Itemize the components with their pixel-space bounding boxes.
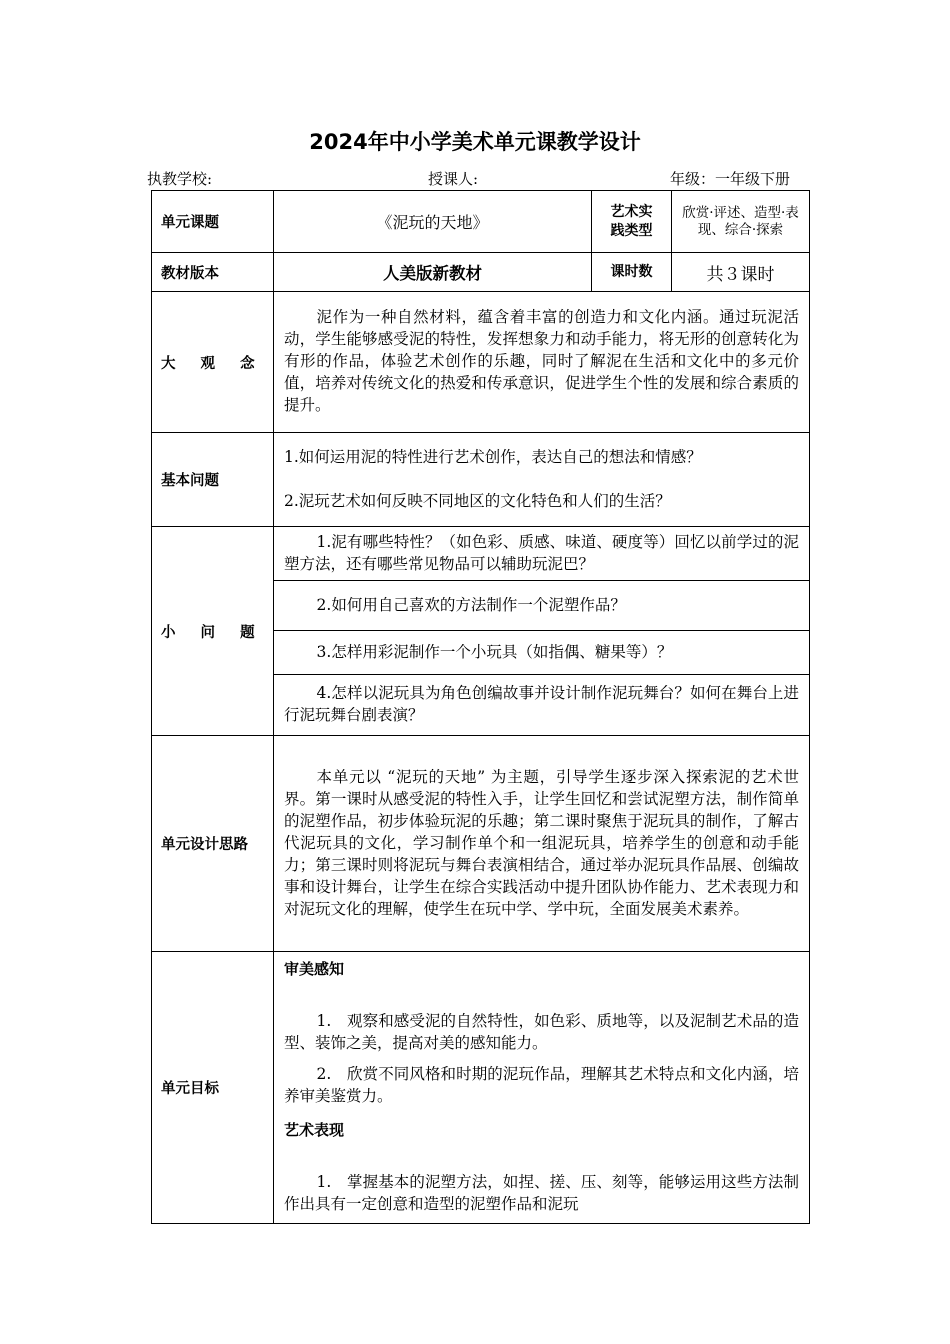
basic-question-item: 2.泥玩艺术如何反映不同地区的文化特色和人们的生活？: [284, 491, 671, 510]
row-small-question-1: [152, 527, 810, 581]
unit-goals-cell: [274, 952, 810, 1224]
goal-section-heading: 艺术表现: [284, 1121, 345, 1139]
unit-topic-value: 《泥玩的天地》: [274, 191, 592, 253]
document-title: 2024年中小学美术单元课教学设计: [309, 130, 641, 154]
unit-goals-label: 单元目标: [152, 952, 274, 1224]
grade-label: 年级：一年级下册: [670, 170, 791, 188]
design-idea-label: 单元设计思路: [152, 736, 274, 952]
row-big-idea: [152, 292, 810, 433]
basic-question-item: 1.如何运用泥的特性进行艺术创作，表达自己的想法和情感？: [284, 447, 702, 466]
small-question-item: 4.怎样以泥玩具为角色创编故事并设计制作泥玩舞台？如何在舞台上进行泥玩舞台剧表演？: [274, 675, 810, 736]
small-question-item: 1.泥有哪些特性？（如色彩、质感、味道、硬度等）回忆以前学过的泥塑方法，还有哪些常见物品可以辅助玩泥巴？: [274, 527, 810, 581]
art-type-value: 欣赏·评述、造型·表现、综合·探索: [672, 191, 810, 253]
row-textbook: [152, 253, 810, 292]
small-question-item: 3.怎样用彩泥制作一个小玩具（如指偶、糖果等）？: [274, 631, 810, 675]
school-label: 执教学校:: [147, 170, 213, 188]
art-type-label: 艺术实践类型: [592, 191, 672, 253]
row-basic-questions: [152, 433, 810, 527]
unit-topic-label: 单元课题: [152, 191, 274, 253]
hours-label: 课时数: [592, 253, 672, 292]
row-design-idea: [152, 736, 810, 952]
hours-value: 共３课时: [672, 253, 810, 292]
row-unit-goals: [152, 952, 810, 1224]
textbook-value: 人美版新教材: [274, 253, 592, 292]
goal-item: 1. 观察和感受泥的自然特性，如色彩、质地等，以及泥制艺术品的造型、装饰之美，提高对美的感知能力。: [284, 1012, 799, 1052]
big-idea-text: 泥作为一种自然材料，蕴含着丰富的创造力和文化内涵。通过玩泥活动，学生能够感受泥的特性，发挥想象力和动手能力，将无形的创意转化为有形的作品，体验艺术创作的乐趣，同时了解泥在生活和文化中的多元价值，培养对传统文化的热爱和传承意识，促进学生个性的发展和综合素质的提升。: [274, 292, 810, 433]
basic-questions-cell: [274, 433, 810, 527]
small-question-item: 2.如何用自己喜欢的方法制作一个泥塑作品？: [274, 581, 810, 631]
goal-item: 2. 欣赏不同风格和时期的泥玩作品，理解其艺术特点和文化内涵，培养审美鉴赏力。: [284, 1065, 799, 1105]
lesson-design-table: [151, 190, 810, 1224]
goal-item: 1. 掌握基本的泥塑方法，如捏、搓、压、刻等，能够运用这些方法制作出具有一定创意和造型的泥塑作品和泥玩: [284, 1173, 799, 1213]
teacher-label: 授课人:: [428, 170, 479, 188]
goal-section-heading: 审美感知: [284, 960, 345, 978]
textbook-label: 教材版本: [152, 253, 274, 292]
small-questions-label: 小 问 题: [152, 527, 274, 736]
basic-questions-label: 基本问题: [152, 433, 274, 527]
design-idea-text: 本单元以 “泥玩的天地” 为主题，引导学生逐步深入探索泥的艺术世界。第一课时从感受泥的特性入手，让学生回忆和尝试泥塑方法，制作简单的泥塑作品，初步体验玩泥的乐趣；第二课时聚焦于泥玩具的制作，了解古代泥玩具的文化，学习制作单个和一组泥玩具，培养学生的创意和动手能力；第三课时则将泥玩与舞台表演相结合，通过举办泥玩具作品展、创编故事和设计舞台，让学生在综合实践活动中提升团队协作能力、艺术表现力和对泥玩文化的理解，使学生在玩中学、学中玩，全面发展美术素养。: [274, 736, 810, 952]
big-idea-label: 大 观 念: [152, 292, 274, 433]
row-unit-topic: [152, 191, 810, 253]
